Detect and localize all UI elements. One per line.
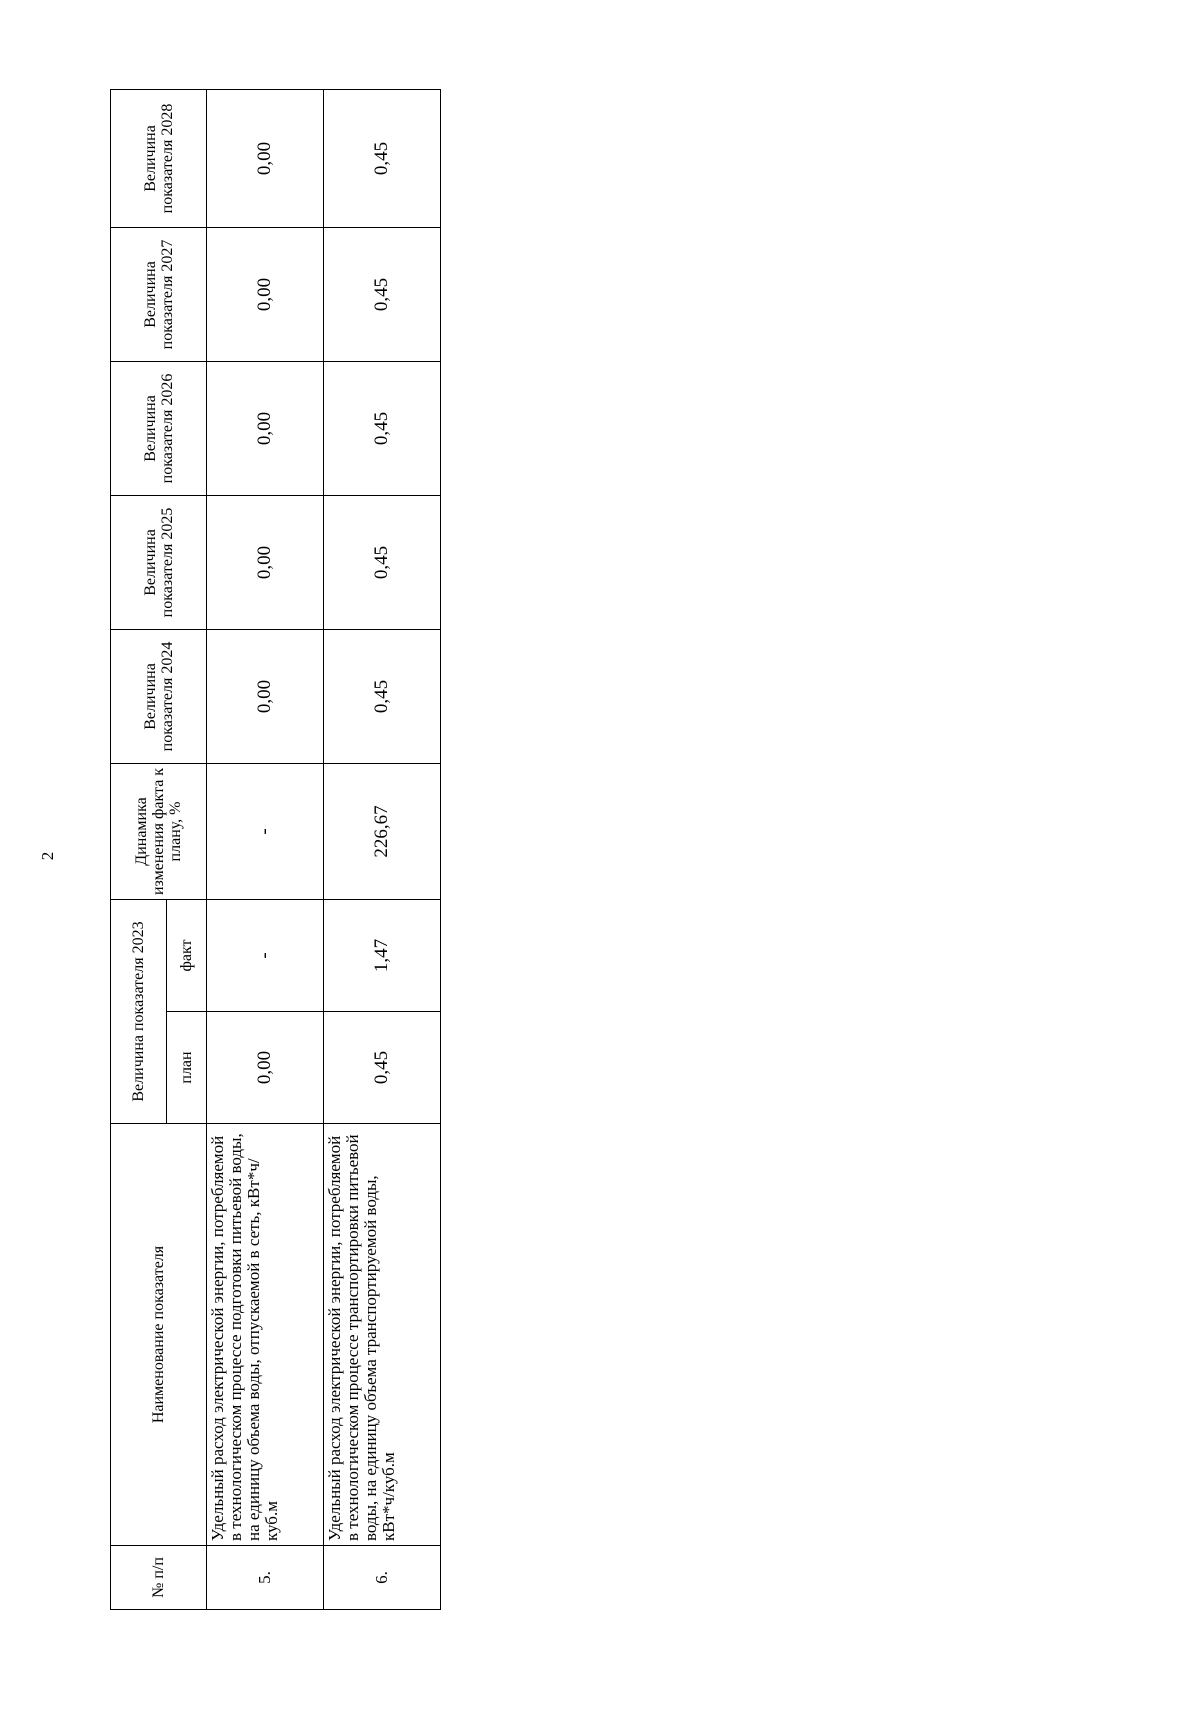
header-dynamics: Динамика изменения факта к плану, %: [111, 763, 207, 899]
indicators-table: [110, 89, 441, 1610]
value-2024: 0,45: [324, 629, 441, 763]
value-2025: 0,00: [207, 495, 324, 629]
value-2024: 0,00: [207, 629, 324, 763]
header-value-2025: Величина показателя 2025: [111, 495, 207, 629]
value-2026: 0,45: [324, 361, 441, 495]
dynamics-value: -: [207, 763, 324, 899]
header-value-2026: Величина показателя 2026: [111, 361, 207, 495]
rotated-table-wrapper: [110, 90, 440, 1610]
header-value-2027: Величина показателя 2027: [111, 227, 207, 361]
value-2027: 0,45: [324, 227, 441, 361]
plan-2023-value: 0,45: [324, 1012, 441, 1124]
header-fact: факт: [167, 899, 207, 1011]
header-value-2023: Величина показателя 2023: [111, 899, 167, 1123]
value-2027: 0,00: [207, 227, 324, 361]
page-number: 2: [38, 851, 57, 861]
header-plan: план: [167, 1012, 207, 1124]
table-row: [324, 89, 441, 1609]
value-2026: 0,00: [207, 361, 324, 495]
header-value-2024: Величина показателя 2024: [111, 629, 207, 763]
plan-2023-value: 0,00: [207, 1012, 324, 1124]
header-name: Наименование показателя: [111, 1124, 207, 1546]
fact-2023-value: -: [207, 899, 324, 1011]
indicator-name: Удельный расход электрической энергии, потребляемой в технологическом процессе транспортировки питьевой воды, на единицу объема транспортируемой воды, кВт*ч/куб.м: [324, 1124, 441, 1546]
header-num: № п/п: [111, 1546, 207, 1610]
dynamics-value: 226,67: [324, 763, 441, 899]
row-num: 6.: [324, 1546, 441, 1610]
value-2025: 0,45: [324, 495, 441, 629]
value-2028: 0,45: [324, 89, 441, 227]
fact-2023-value: 1,47: [324, 899, 441, 1011]
table-row: [207, 89, 324, 1609]
indicator-name: Удельный расход электрической энергии, потребляемой в технологическом процессе подготовки питьевой воды, на единицу объема воды, отпускаемой в сеть, кВт*ч/куб.м: [207, 1124, 324, 1546]
row-num: 5.: [207, 1546, 324, 1610]
value-2028: 0,00: [207, 89, 324, 227]
header-value-2028: Величина показателя 2028: [111, 89, 207, 227]
